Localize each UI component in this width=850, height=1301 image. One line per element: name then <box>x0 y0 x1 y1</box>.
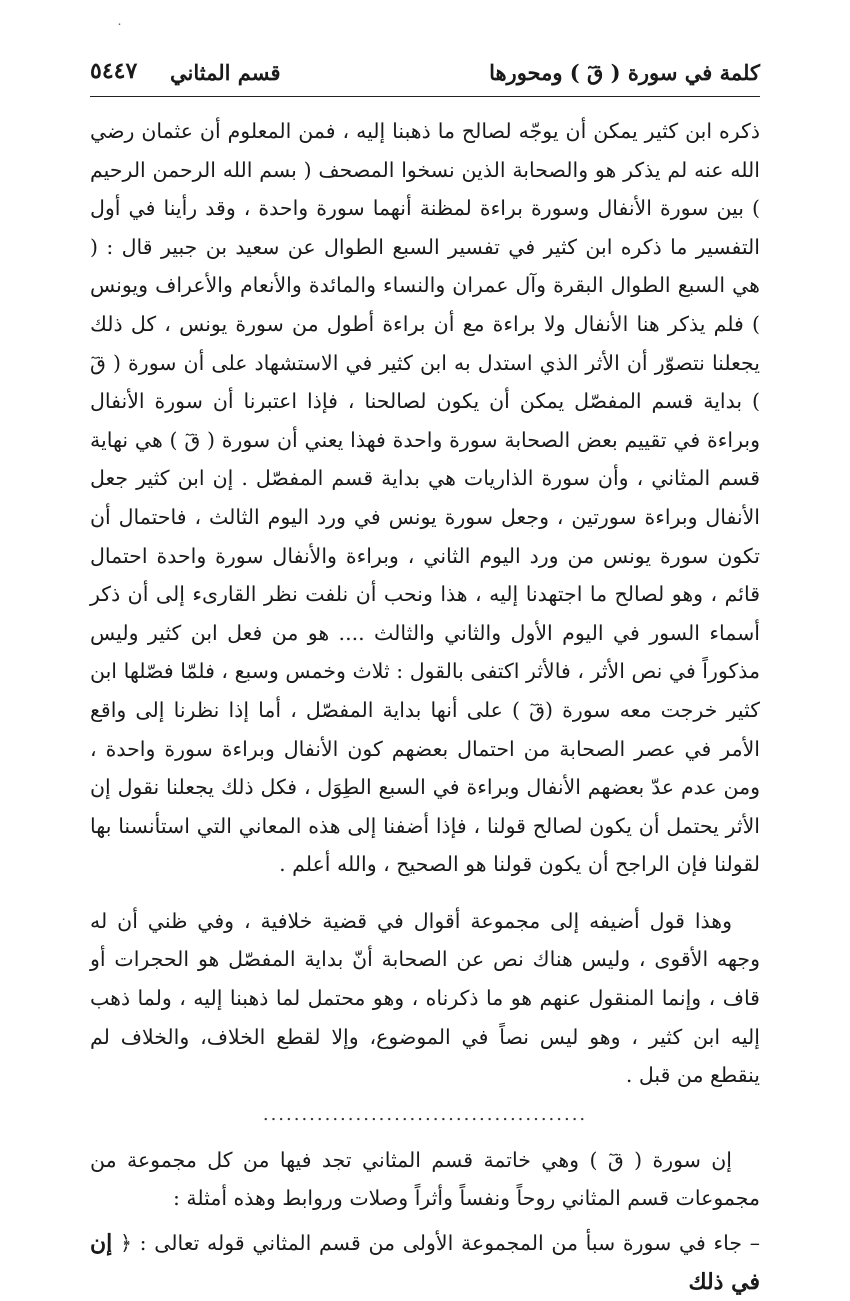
page-body <box>90 112 760 1301</box>
page-mark: ˙ <box>116 22 123 38</box>
section-separator: .......................................... <box>262 1103 588 1125</box>
paragraph-1: ذكره ابن كثير يمكن أن يوجّه لصالح ما ذهبنا إليه ، فمن المعلوم أن عثمان رضي الله عنه لم يذكر هو والصحابة الذين نسخوا المصحف ( بسم الله الرحمن الرحيم ) بين سورة الأنفال وسورة براءة لمظنة أنهما سورة واحدة ، وقد رأينا في أول التفسير ما ذكره ابن كثير في تفسير السبع الطوال عن سعيد بن جبير قال : ( هي السبع الطوال البقرة وآل عمران والنساء والمائدة والأنعام والأعراف ويونس ) فلم يذكر هنا الأنفال ولا براءة مع أن براءة أطول من سورة يونس ، كل ذلك يجعلنا نتصوّر أن الأثر الذي استدل به ابن كثير في الاستشهاد على أن سورة ( قٓ ) بداية قسم المفصّل يمكن أن يكون لصالحنا ، فإذا اعتبرنا أن سورة الأنفال وبراءة في تقييم بعض الصحابة سورة واحدة فهذا يعني أن سورة ( قٓ ) هي نهاية قسم المثاني ، وأن سورة الذاريات هي بداية قسم المفصّل . إن ابن كثير جعل الأنفال وبراءة سورتين ، وجعل سورة يونس في ورد اليوم الثالث ، فاحتمال أن تكون سورة يونس من ورد اليوم الثاني ، وبراءة والأنفال سورة واحدة احتمال قائم ، وهو لصالح ما اجتهدنا إليه ، هذا ونحب أن نلفت نظر القارىء إلى أن ذكر أسماء السور في اليوم الأول والثاني والثالث .... هو من فعل ابن كثير وليس مذكوراً في نص الأثر ، فالأثر اكتفى بالقول : ثلاث وخمس وسبع ، فلمّا فصّلها ابن كثير خرجت معه سورة (قٓ ) على أنها بداية المفصّل ، أما إذا نظرنا إلى واقع الأمر في عصر الصحابة من احتمال بعضهم كون الأنفال وبراءة سورة واحدة ، ومن عدم عدّ بعضهم الأنفال وبراءة في السبع الطِوَل ، فكل ذلك يجعلنا نقول إن الأثر يحتمل أن يكون لصالح قولنا ، فإذا أضفنا إلى هذه المعاني التي استأنسنا بها لقولنا فإن الراجح أن يكون قولنا هو الصحيح ، والله أعلم . <box>90 119 761 877</box>
page-number: ٥٤٤٧ <box>90 58 138 84</box>
paragraph-4 <box>90 1224 760 1301</box>
paragraph-4-text: – جاء في سورة سبأ من المجموعة الأولى من قسم المثاني قوله تعالى : ﴿ <box>119 1231 760 1256</box>
section-name: قسم المثاني <box>170 60 281 85</box>
paragraph-2: وهذا قول أضيفه إلى مجموعة أقوال في قضية خلافية ، وفي ظني أن له وجهه الأقوى ، وليس هناك نص عن الصحابة أنّ بداية المفصّل هو الحجرات أو قاف ، وإنما المنقول عنهم هو ما ذكرناه ، وهو محتمل لما ذهبنا إليه ، ولما ذهب إليه ابن كثير ، وهو ليس نصاً في الموضوع، وإلا لقطع الخلاف، والخلاف لم ينقطع من قبل . <box>90 908 760 1088</box>
header-rule <box>90 96 760 97</box>
quran-quote: إن في ذلك <box>90 1230 760 1295</box>
page-header <box>90 58 760 94</box>
paragraph-3: إن سورة ( قٓ ) وهي خاتمة قسم المثاني تجد فيها من كل مجموعة من مجموعات قسم المثاني روحاً ونفساً وأثراً وصلات وروابط وهذه أمثلة : <box>90 1147 760 1211</box>
running-title: كلمة في سورة ( قٓ ) ومحورها <box>489 60 760 85</box>
